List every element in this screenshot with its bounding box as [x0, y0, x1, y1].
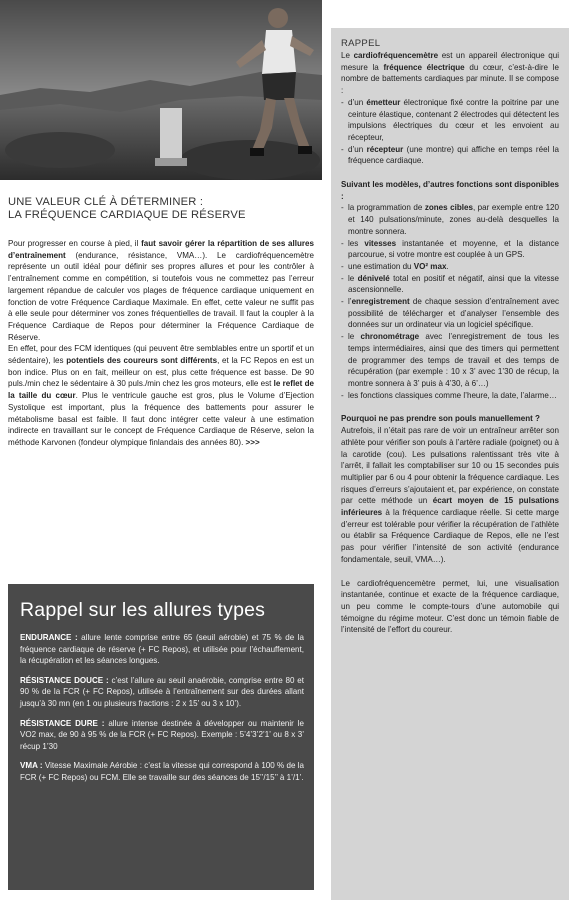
allure-item [20, 760, 304, 783]
allure-term: RÉSISTANCE DURE : [20, 718, 105, 728]
body-text: l’ [348, 297, 352, 307]
list-item [341, 202, 559, 237]
sidebar-intro [341, 50, 559, 97]
body-text: (endurance, résistance, VMA…). Le cardiofréquencemètre représente un outil idéal pour définir ses propres allures et pour les contrôler à l’entraînement comme en compétition, si toutefois vous ne commettez pas l’erreur largement répandue de calculer vos plages de fréquence cardiaque uniquement en fonction de votre Fréquence Cardiaque Maximale. En effet, cette valeur ne suffit pas à elle seule pour déterminer vos zones fréquentielles de travail. Il faut la coupler à la Fréquence Cardiaque de Repos pour déterminer la Fréquence Cardiaque de Réserve. [8, 250, 314, 342]
emphasis-text: VO² max [413, 261, 447, 271]
list-item [341, 390, 559, 402]
body-text: les fonctions classiques comme l’heure, la date, l’alarme… [348, 390, 557, 400]
body-text: . Plus le ventricule gauche est gros, plus le Volume d’Ejection Systolique est important, plus la fréquence des battements pour assurer le métabolisme basal est faible. Il faut donc intégrer cette valeur à une estimation indirecte en travaillant sur le concept de Fréquence Cardiaque de Réserve, selon la méthode Karvonen (fondeur olympique finlandais des années 80). [8, 391, 314, 447]
components-list [341, 97, 559, 167]
allure-item [20, 718, 304, 753]
body-text: Pour progresser en course à pied, il [8, 239, 142, 248]
allure-item [20, 632, 304, 667]
body-text: . [446, 261, 449, 271]
body-text: est un appareil électronique qui mesure la [341, 51, 560, 72]
allure-description: allure intense destinée à développer ou maintenir le VO2 max, de 90 à 95 % de la FCR (+ FC Repos). Exemple : 5’4’3’2’1’ ou 8 x 3’ récup 1’30 [20, 718, 304, 751]
body-text: électronique fixé contre la poitrine par une ceinture élastique, contenant 2 électrodes qui détectent les impulsions électriques du cœur et les envoient au récepteur, [348, 97, 560, 142]
functions-list [341, 202, 559, 401]
list-item [341, 331, 559, 390]
body-text: une estimation du [348, 261, 414, 271]
list-item [341, 273, 559, 296]
list-item [341, 238, 559, 261]
allure-description: Vitesse Maximale Aérobie : c’est la vitesse qui correspond à 100 % de la FCR (+ FC Repos) ou FCM. Elle se travaille sur des séances de 15’’/15’’ à 1’/1’. [20, 761, 304, 782]
article-title-line2: LA FRÉQUENCE CARDIAQUE DE RÉSERVE [8, 209, 246, 221]
allure-term: RÉSISTANCE DOUCE : [20, 675, 109, 685]
allure-description: c’est l’allure au seuil anaérobie, comprise entre 80 et 90 % de la FCR (+ FC Repos), utilisée à l’entraînement sur des durées allant jusqu’à 30 mn (en 1 ou plusieurs fractions : 2 x 15’ ou 3 x 10’). [20, 675, 304, 708]
closing-paragraph [341, 578, 559, 637]
article-title-line1: UNE VALEUR CLÉ À DÉTERMINER : [8, 196, 204, 208]
emphasis-text: faut savoir gérer la répartition de ses allures d’entraînement [8, 239, 314, 260]
runner-photo [0, 0, 322, 180]
body-text: d’un [348, 97, 367, 107]
emphasis-text: récepteur [366, 144, 404, 154]
body-text: à la fréquence cardiaque réelle. Si cette marge d’erreur est tolérable pour vérifier la récupération de l’athlète ou établir sa Fréquence Cardiaque de Repos, elle ne l’est pas pour vérifier l’intensité de son activité (endurance fondamentale, seuil, VMA…). [341, 508, 559, 564]
article-paragraph-1 [8, 238, 314, 343]
emphasis-text: >>> [245, 437, 260, 447]
body-text: (une montre) qui affiche en temps réel la fréquence cardiaque. [348, 144, 559, 166]
body-text: En effet, pour des FCM identiques (qui peuvent être semblables entre un sportif et un sédentaire), les [8, 344, 314, 366]
list-item [341, 144, 559, 167]
sidebar-title: RAPPEL [341, 38, 381, 49]
allures-box-body [20, 632, 304, 784]
main-article [8, 196, 314, 449]
emphasis-text: potentiels des coureurs sont différents [66, 356, 218, 366]
allures-box [8, 584, 314, 890]
body-text: le [348, 332, 361, 342]
rappel-sidebar [331, 28, 569, 900]
emphasis-text: enregistrement [351, 297, 410, 307]
question-answer [341, 425, 559, 565]
list-item [341, 296, 559, 331]
runner-photo-image [0, 0, 322, 180]
emphasis-text: fréquence électrique [383, 62, 465, 72]
article-title [8, 196, 314, 222]
list-item [341, 97, 559, 144]
allure-description: allure lente comprise entre 65 (seuil aérobie) et 75 % de la fréquence cardiaque de réserve (+ FC Repos), et utilisée pour l’échauffement, la récupération et les séances longues. [20, 633, 304, 666]
allure-item [20, 675, 304, 710]
body-text: les [348, 238, 365, 248]
emphasis-text: cardiofréquencemètre [353, 51, 439, 60]
body-text: Le cardiofréquencemètre permet, lui, une visualisation instantanée, continue et exacte de la fréquence cardiaque, un peu comme le compte-tours d’une automobile qui témoigne du régime moteur. C’est donc un témoin fiable de l’intensité de l’effort du coureur. [341, 578, 559, 635]
article-paragraph-2 [8, 343, 314, 448]
allure-term: VMA : [20, 761, 43, 771]
functions-heading: Suivant les modèles, d’autres fonctions sont disponibles : [341, 180, 559, 201]
body-text: d’un [348, 144, 367, 154]
body-text: la programmation de [348, 203, 425, 213]
body-text: de chaque session d’entraînement avec possibilité de télécharger et d’analyser l’ensemble des données sur un ordinateur via un logiciel spécifique. [348, 297, 559, 330]
body-text: du cœur, c’est-à-dire le nombre de battements cardiaques par minute. Il se compose : [341, 62, 559, 96]
body-text: total en positif et négatif, ainsi que la vitesse ascensionnelle. [348, 273, 559, 295]
body-text: , et la FC Repos en est un bon indice. Plus on en fait, meilleur on est, plus cette fréquence est basse. De 90 puls./min chez le sédentaire à 30 puls./min chez les gros moteurs, elle est [8, 356, 314, 389]
body-text: instantanée et moyenne, et la distance parcourue, si votre montre est couplée à un GPS. [348, 238, 559, 260]
emphasis-text: chronométrage [360, 332, 420, 342]
body-text: Le [341, 51, 354, 60]
emphasis-text: le reflet de la taille du cœur [8, 379, 314, 401]
list-item [341, 261, 559, 273]
body-text: Autrefois, il n’était pas rare de voir un entraîneur arrêter son athlète pour vérifier son pouls à l’artère radiale (poignet) ou à la carotide (cou). Les pulsations ralentissant très vite à l’arrêt, il fallait les comptabiliser sur 10 ou 15 secondes puis multiplier par 6 ou 4 pour obtenir la fréquence cardiaque. Les risques d’erreurs s’ajoutaient et, par expérience, on constate par cette méthode un [341, 426, 559, 506]
article-body [8, 238, 314, 449]
allures-box-title: Rappel sur les allures types [20, 599, 266, 621]
emphasis-text: émetteur [366, 97, 401, 107]
question-heading: Pourquoi ne pas prendre son pouls manuellement ? [341, 414, 540, 424]
emphasis-text: vitesses [364, 238, 397, 248]
body-text: , par exemple entre 120 et 140 pulsations/minute, zones au-delà desquelles la montre sonnera. [348, 203, 559, 236]
emphasis-text: zones cibles [424, 203, 473, 213]
body-text: avec l’enregistrement de tous les temps intermédiaires, ainsi que des timers qui permettent de programmer des temps de travail et des temps de récupération (par exemple : 10 x 3’ avec 1’30 de récup, la montre sonnera à 3’ puis à 4’30, à 6’…) [348, 332, 560, 388]
emphasis-text: dénivelé [357, 273, 390, 283]
emphasis-text: écart moyen de 15 pulsations inférieures [341, 496, 559, 518]
body-text: le [348, 273, 358, 283]
allure-term: ENDURANCE : [20, 633, 78, 642]
